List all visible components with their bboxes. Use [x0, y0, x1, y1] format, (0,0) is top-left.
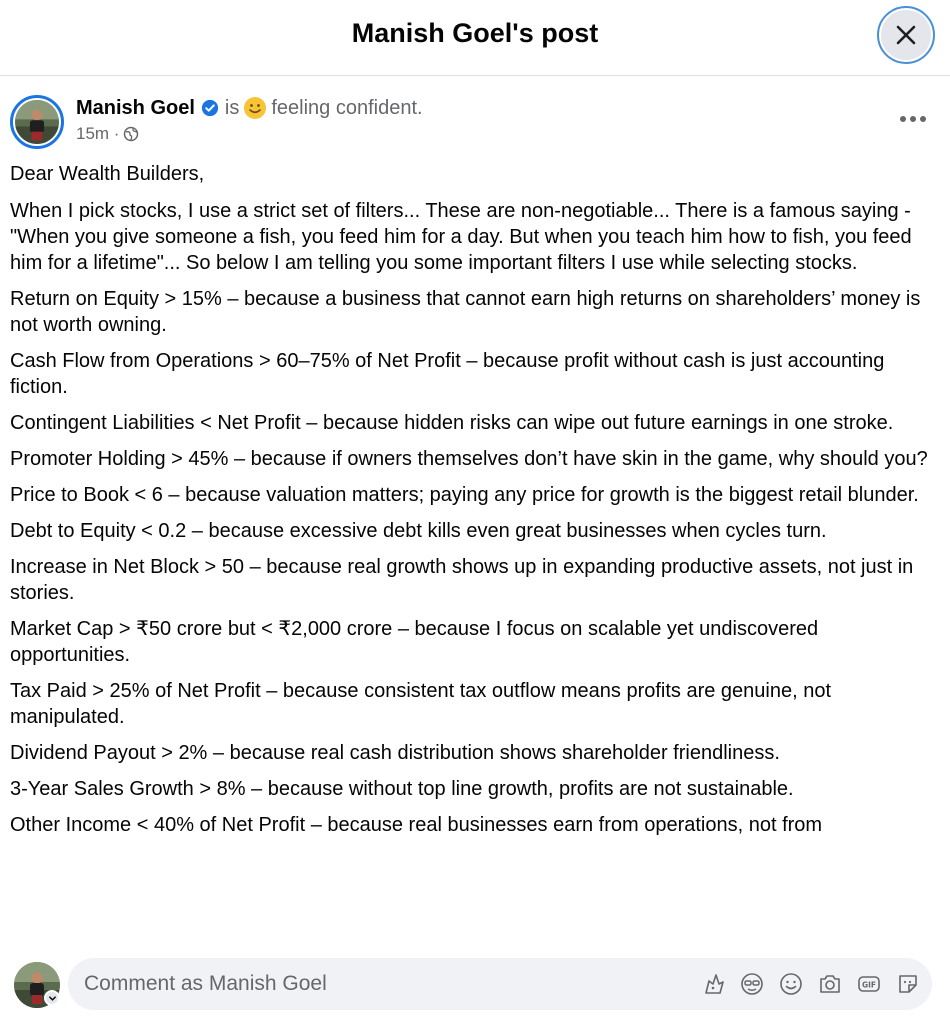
post-paragraph: Market Cap > ₹50 crore but < ₹2,000 crore – because I focus on scalable yet undiscovered opportunities. — [10, 618, 819, 666]
verified-badge-icon — [201, 99, 219, 117]
author-name[interactable]: Manish Goel — [76, 96, 195, 119]
post-paragraph: 3-Year Sales Growth > 8% – because without top line growth, profits are not sustainable. — [10, 778, 794, 800]
svg-text:GIF: GIF — [861, 980, 877, 990]
post-timestamp[interactable]: 15m · — [76, 124, 120, 143]
post-paragraph: Tax Paid > 25% of Net Profit – because consistent tax outflow means profits are genuine, not manipulated. — [10, 680, 832, 728]
camera-icon[interactable] — [817, 971, 843, 997]
comment-input[interactable] — [68, 958, 932, 1010]
globe-icon — [123, 126, 139, 142]
post-body — [10, 161, 935, 941]
post-paragraph: Dear Wealth Builders, — [10, 163, 205, 185]
chevron-down-icon[interactable] — [44, 990, 60, 1006]
post-paragraph: When I pick stocks, I use a strict set of filters... These are non-negotiable... There is a famous saying -"When you give someone a fish, you feed him for a day. But when you teach him how to fish, you feed him for a lifetime"... So below I am telling you some important filters I use while selecting stocks. — [10, 200, 912, 274]
gif-icon[interactable] — [856, 971, 882, 997]
post-paragraph: Contingent Liabilities < Net Profit – because hidden risks can wipe out future earnings in one stroke. — [10, 412, 894, 434]
avatar-sticker-icon[interactable] — [700, 971, 726, 997]
more-options-icon[interactable] — [896, 108, 930, 130]
post-paragraph: Other Income < 40% of Net Profit – because real businesses earn from operations, not from — [10, 814, 823, 836]
post-paragraph: Price to Book < 6 – because valuation matters; paying any price for growth is the biggest retail blunder. — [10, 484, 919, 506]
comment-placeholder: Comment as Manish Goel — [84, 972, 327, 995]
effects-icon[interactable] — [739, 971, 765, 997]
post-paragraph: Increase in Net Block > 50 – because real growth shows up in expanding productive assets, not just in stories. — [10, 556, 914, 604]
author-avatar[interactable] — [10, 95, 64, 149]
post-meta — [76, 123, 139, 145]
dialog-header — [0, 0, 950, 76]
comment-bar — [0, 940, 950, 1024]
smiling-emoji-icon — [243, 96, 267, 120]
post-paragraph: Return on Equity > 15% – because a business that cannot earn high returns on shareholders’ money is not worth owning. — [10, 288, 921, 336]
dialog-title: Manish Goel's post — [351, 18, 599, 48]
author-line — [76, 95, 423, 121]
post-paragraph: Dividend Payout > 2% – because real cash distribution shows shareholder friendliness. — [10, 742, 780, 764]
emoji-icon[interactable] — [778, 971, 804, 997]
post-paragraph: Cash Flow from Operations > 60–75% of Net Profit – because profit without cash is just accounting fiction. — [10, 350, 885, 398]
post-paragraph: Promoter Holding > 45% – because if owners themselves don’t have skin in the game, why should you? — [10, 448, 928, 470]
sticker-icon[interactable] — [895, 971, 921, 997]
close-button[interactable] — [877, 6, 935, 64]
is-text: is — [224, 96, 240, 119]
close-icon — [894, 23, 918, 47]
post-paragraph: Debt to Equity < 0.2 – because excessive debt kills even great businesses when cycles turn. — [10, 520, 827, 542]
feeling-text: feeling confident. — [271, 96, 423, 119]
